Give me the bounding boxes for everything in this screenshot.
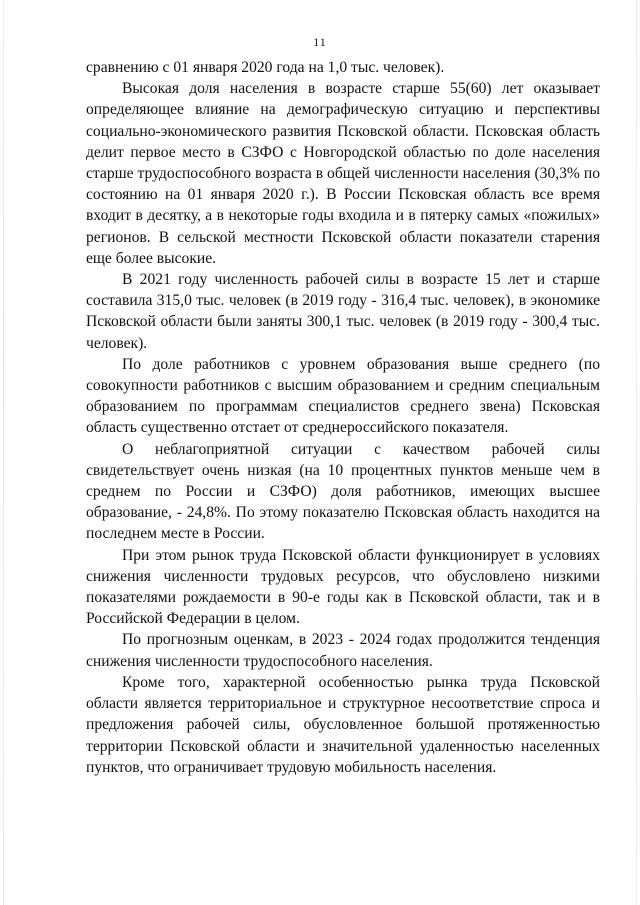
paragraph-elderly-population: Высокая доля населения в возрасте старше 55(60) лет оказывает определяющее влияние на демографическую ситуацию и перспективы социально-экономического развития Псковской области. Псковская область делит первое место в СЗФО с Новгородской областью по доле населения старше трудоспособного возраста в общей численности населения (30,3% по состоянию на 01 января 2020 г.). В России Псковская область все время входит в десятку, а в некоторые годы входила и в пятерку самых «пожилых» регионов. В сельской местности Псковской области показатели старения еще более высокие. <box>86 80 600 267</box>
paragraph-forecast: По прогнозным оценкам, в 2023 - 2024 годах продолжится тенденция снижения численности трудоспособного населения. <box>86 631 600 670</box>
paragraph-education-share: По доле работников с уровнем образования выше среднего (по совокупности работников с высшим образованием и средним специальным образованием по программам специалистов среднего звена) Псковская область существенно отстает от среднероссийского показателя. <box>86 355 600 437</box>
paragraph-labor-force-2021: В 2021 году численность рабочей силы в возрасте 15 лет и старше составила 315,0 тыс. человек (в 2019 году - 316,4 тыс. человек), в экономике Псковской области были заняты 300,1 тыс. человек (в 2019 году - 300,4 тыс. человек). <box>86 271 600 352</box>
paragraph-labor-market-decline: При этом рынок труда Псковской области функционирует в условиях снижения численности трудовых ресурсов, что обусловлено низкими показателями рождаемости в 90-е годы как в Псковской области, так и в Российской Федерации в целом. <box>86 546 600 628</box>
paragraph-territorial-mismatch: Кроме того, характерной особенностью рынка труда Псковской области является территориальное и структурное несоответствие спроса и предложения рабочей силы, обусловленное большой протяженностью территории Псковской области и значительной удаленностью населенных пунктов, что ограничивает трудовую мобильность населения. <box>86 673 600 776</box>
paragraph-continuation: сравнению с 01 января 2020 года на 1,0 тыс. человек). <box>86 59 445 76</box>
page-right-edge <box>636 0 637 905</box>
document-body <box>86 57 600 778</box>
page-left-edge <box>3 0 4 905</box>
paragraph-labor-quality: О неблагоприятной ситуации с качеством рабочей силы свидетельствует очень низкая (на 10 процентных пунктов меньше чем в среднем по России и СЗФО) доля работников, имеющих высшее образование, - 24,8%. По этому показателю Псковская область находится на последнем месте в России. <box>86 440 600 543</box>
page-number: 11 <box>313 35 327 49</box>
